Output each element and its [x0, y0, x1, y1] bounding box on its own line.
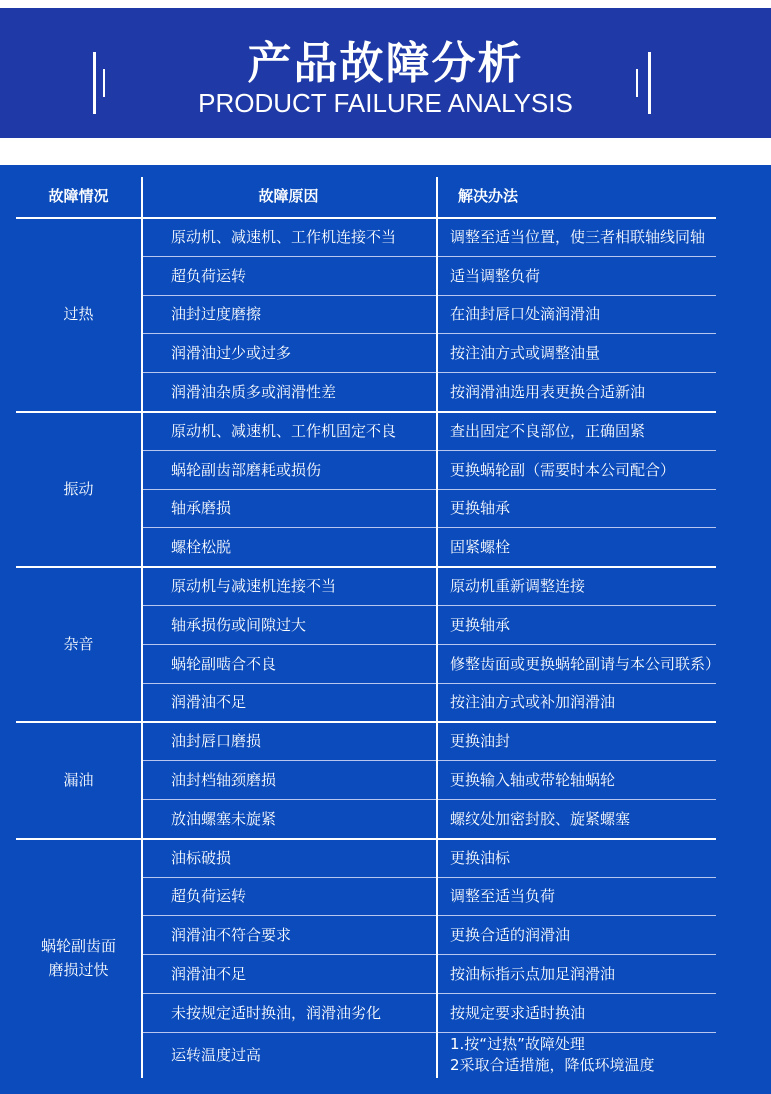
condition-cell: 漏油 [63, 770, 94, 789]
solution-cell [450, 954, 769, 993]
solution-cell [450, 256, 769, 295]
solution-line: 修整齿面或更换蜗轮副请与本公司联系） [450, 654, 721, 673]
solution-line: 查出固定不良部位，正确固紧 [450, 421, 646, 440]
solution-cell [450, 915, 769, 954]
cause-cell: 油封唇口磨损 [171, 732, 262, 751]
solution-cell [450, 527, 769, 566]
condition-cell: 振动 [63, 479, 94, 498]
solution-line: 1.按“过热”故障处理 [450, 1034, 585, 1053]
condition-cell: 过热 [63, 305, 94, 323]
cause-cell: 原动机与减速机连接不当 [171, 577, 337, 596]
solution-line: 更换轴承 [450, 615, 511, 634]
cause-cell: 蜗轮副啮合不良 [171, 654, 277, 673]
cause-cell: 蜗轮副齿部磨耗或损伤 [171, 460, 322, 479]
solution-cell [450, 489, 769, 528]
solution-line: 按注油方式或调整油量 [450, 344, 601, 363]
condition-cell [16, 838, 141, 1078]
solution-cell [450, 566, 769, 605]
solution-cell [450, 605, 769, 644]
solution-line: 按润滑油选用表更换合适新油 [450, 383, 646, 402]
page-subtitle: PRODUCT FAILURE ANALYSIS [198, 88, 573, 118]
cause-cell: 超负荷运转 [171, 266, 247, 285]
solution-line: 螺纹处加密封胶、旋紧螺塞 [450, 809, 631, 828]
solution-cell [450, 721, 769, 760]
solution-line: 更换合适的润滑油 [450, 926, 571, 945]
cause-cell: 润滑油不足 [171, 693, 247, 712]
cause-cell: 原动机、减速机、工作机连接不当 [171, 227, 397, 246]
solution-line: 固紧螺栓 [450, 538, 511, 557]
solution-line: 在油封唇口处滴润滑油 [450, 305, 601, 324]
cause-cell: 轴承损伤或间隙过大 [171, 615, 307, 634]
solution-line: 原动机重新调整连接 [450, 577, 586, 596]
cause-cell: 润滑油杂质多或润滑性差 [171, 383, 337, 402]
condition-line: 蜗轮副齿面 [40, 936, 116, 955]
cause-cell: 原动机、减速机、工作机固定不良 [171, 421, 397, 440]
cause-cell: 润滑油不符合要求 [171, 926, 292, 945]
column-header-solution: 解决办法 [458, 186, 519, 205]
solution-cell [450, 450, 769, 489]
column-divider-left [141, 177, 143, 1078]
column-divider-right [436, 177, 438, 1078]
header-banner [0, 8, 771, 138]
solution-line: 更换油标 [450, 848, 511, 867]
column-header-condition: 故障情况 [48, 186, 109, 205]
solution-cell [450, 295, 769, 334]
cause-cell: 螺栓松脱 [171, 538, 232, 557]
cause-cell: 油标破损 [171, 848, 232, 867]
column-header-cause: 故障原因 [258, 186, 319, 205]
solution-cell [450, 799, 769, 838]
cause-cell: 油封档轴颈磨损 [171, 771, 277, 790]
solution-cell [450, 372, 769, 411]
solution-cell [450, 644, 769, 683]
solution-line: 更换轴承 [450, 499, 511, 518]
cause-cell: 放油螺塞未旋紧 [171, 809, 277, 828]
cause-cell: 轴承磨损 [171, 499, 232, 518]
solution-line: 更换蜗轮副（需要时本公司配合） [450, 460, 676, 479]
cause-cell: 油封过度磨擦 [171, 305, 262, 324]
solution-cell [450, 993, 769, 1032]
condition-line: 磨损过快 [48, 960, 109, 979]
solution-line: 调整至适当负荷 [450, 887, 556, 906]
solution-line: 更换输入轴或带轮轴蜗轮 [450, 771, 616, 790]
solution-cell [450, 760, 769, 799]
solution-cell [450, 1032, 769, 1078]
solution-line: 按油标指示点加足润滑油 [450, 965, 616, 984]
cause-cell: 运转温度过高 [171, 1046, 262, 1065]
page-title: 产品故障分析 [247, 38, 524, 89]
cause-cell: 超负荷运转 [171, 887, 247, 906]
condition-cell: 杂音 [63, 634, 94, 653]
solution-line: 按规定要求适时换油 [450, 1003, 586, 1022]
cause-cell: 润滑油过少或过多 [171, 344, 292, 363]
cause-cell: 润滑油不足 [171, 965, 247, 984]
solution-line: 调整至适当位置，使三者相联轴线同轴 [450, 227, 706, 246]
solution-cell [450, 411, 769, 450]
cause-cell: 未按规定适时换油，润滑油劣化 [171, 1003, 382, 1022]
solution-line: 适当调整负荷 [450, 266, 541, 285]
solution-line: 2采取合适措施，降低环境温度 [450, 1055, 655, 1074]
solution-cell [450, 683, 769, 722]
failure-analysis-table [0, 165, 771, 1094]
solution-line: 更换油封 [450, 732, 511, 751]
solution-cell [450, 217, 769, 256]
solution-cell [450, 838, 769, 877]
solution-cell [450, 333, 769, 372]
solution-cell [450, 877, 769, 916]
solution-line: 按注油方式或补加润滑油 [450, 693, 616, 712]
